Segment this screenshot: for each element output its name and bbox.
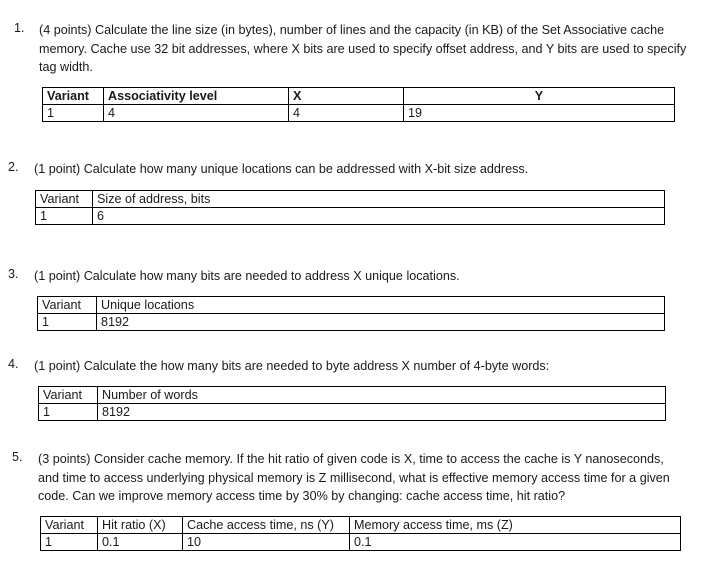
question-text: (4 points) Calculate the line size (in bytes), number of lines and the capacity (in KB) of the Set Associative cache memory. Cache use 32 bit addresses, where X bits are used to specify offset address, and Y bits are used to specify tag width. [39, 23, 687, 74]
table-cell: 0.1 [98, 534, 183, 551]
header-cell: Variant [36, 191, 93, 208]
header-cell: Number of words [98, 387, 666, 404]
question-text: (1 point) Calculate the how many bits are needed to byte address X number of 4-byte words: [34, 359, 550, 373]
table-cell: 1 [41, 534, 98, 551]
variant-table [35, 190, 665, 225]
variant-table [37, 296, 665, 331]
header-cell: Cache access time, ns (Y) [183, 517, 350, 534]
question-number: 5. [12, 450, 23, 464]
table-cell: 6 [93, 208, 665, 225]
header-cell: X [289, 88, 404, 105]
table-cell: 4 [104, 105, 289, 122]
header-cell: Variant [43, 88, 104, 105]
question-text: (1 point) Calculate how many bits are needed to address X unique locations. [34, 269, 460, 283]
question-number: 3. [8, 267, 19, 281]
header-cell: Variant [38, 297, 97, 314]
table-cell: 0.1 [350, 534, 681, 551]
table-cell: 1 [43, 105, 104, 122]
header-cell: Variant [41, 517, 98, 534]
variant-table [42, 87, 675, 122]
table-cell: 8192 [97, 314, 665, 331]
variant-table [38, 386, 666, 421]
question-text: (1 point) Calculate how many unique locations can be addressed with X-bit size address. [34, 162, 529, 176]
header-cell: Variant [39, 387, 98, 404]
header-cell: Hit ratio (X) [98, 517, 183, 534]
question-number: 2. [8, 160, 19, 174]
question-number: 4. [8, 357, 19, 371]
header-cell: Memory access time, ms (Z) [350, 517, 681, 534]
header-cell: Associativity level [104, 88, 289, 105]
question-number: 1. [14, 21, 25, 35]
table-cell: 4 [289, 105, 404, 122]
question-text: (3 points) Consider cache memory. If the hit ratio of given code is X, time to access the cache is Y nanoseconds, and time to access underlying physical memory is Z millisecond, what is effective memory access time for a given code. Can we improve memory access time by 30% by changing: cache access time, hit ratio? [38, 452, 670, 503]
header-cell: Y [404, 88, 675, 105]
table-cell: 10 [183, 534, 350, 551]
table-cell: 1 [38, 314, 97, 331]
table-cell: 8192 [98, 404, 666, 421]
header-cell: Size of address, bits [93, 191, 665, 208]
table-cell: 1 [36, 208, 93, 225]
variant-table [40, 516, 681, 551]
header-cell: Unique locations [97, 297, 665, 314]
table-cell: 1 [39, 404, 98, 421]
table-cell: 19 [404, 105, 675, 122]
